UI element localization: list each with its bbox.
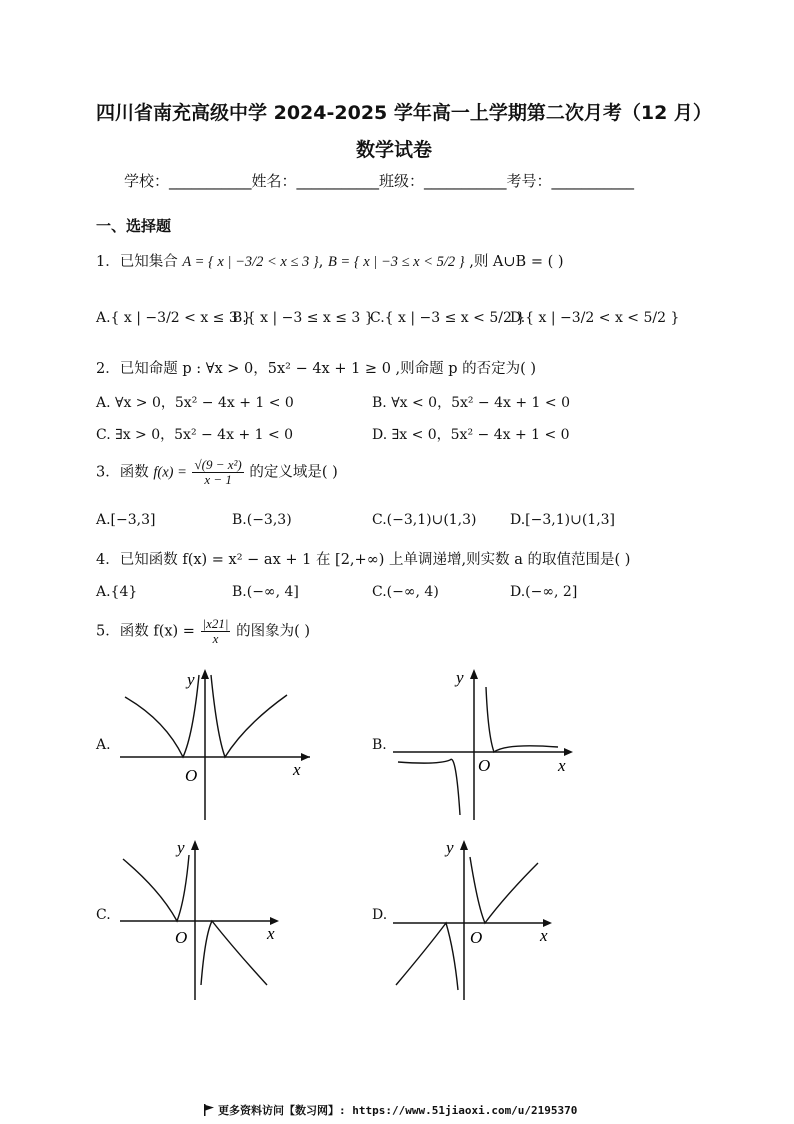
- q1-set-a: A = { x | −3/2 < x ≤ 3 }: [182, 254, 319, 270]
- q3-option-d: D.[−3,1)∪(1,3]: [510, 512, 616, 528]
- q5-graph-d: [388, 835, 563, 1005]
- q4-option-c: C.(−∞, 4): [372, 584, 439, 600]
- q3-numerator: √(9 − x²): [194, 457, 242, 472]
- q3-option-b: B.(−3,3): [232, 512, 292, 528]
- q1-stem-prefix: 1．已知集合: [96, 254, 178, 270]
- q3-stem: [96, 458, 338, 487]
- info-line: 学校：___________姓名：___________班级：___________考号：___________: [124, 172, 635, 190]
- origin-label: O: [185, 766, 198, 785]
- q5-stem-suffix: 的图象为( ): [236, 623, 311, 640]
- q4-option-b: B.(−∞, 4]: [232, 584, 299, 600]
- origin-label: O: [175, 928, 188, 947]
- q5-graph-b-label: B.: [372, 737, 387, 753]
- title-line1: 四川省南充高级中学 2024-2025 学年高一上学期第二次月考（12 月）: [96, 102, 712, 124]
- curve-left: [398, 759, 460, 815]
- y-label: y: [446, 838, 454, 857]
- y-label: y: [177, 838, 185, 857]
- y-label: y: [187, 670, 195, 689]
- q3-option-c: C.(−3,1)∪(1,3): [372, 512, 477, 528]
- y-axis-arrow-icon: [460, 840, 468, 850]
- q1-stem-suffix: ,则 A∪B = ( ): [469, 254, 564, 270]
- y-axis-arrow-icon: [191, 840, 199, 850]
- q4-stem: 4．已知函数 f(x) = x² − ax + 1 在 [2,+∞) 上单调递增,则实数 a 的取值范围是( ): [96, 552, 631, 568]
- y-label: y: [456, 668, 464, 687]
- q2-option-d: D. ∃x < 0，5x² − 4x + 1 < 0: [372, 427, 570, 443]
- q2-option-b: B. ∀x < 0，5x² − 4x + 1 < 0: [372, 395, 570, 411]
- title-line2: 数学试卷: [356, 139, 433, 161]
- q5-stem-prefix: 5．函数 f(x) =: [96, 623, 195, 640]
- q2-option-a: A. ∀x > 0，5x² − 4x + 1 < 0: [96, 395, 294, 411]
- q4-option-a: A.{4}: [96, 584, 138, 600]
- flag-icon: [203, 1104, 215, 1116]
- q4-option-d: D.(−∞, 2]: [510, 584, 578, 600]
- x-axis-arrow-icon: [564, 748, 573, 756]
- q5-graph-a: [115, 665, 315, 825]
- q2-stem: 2．已知命题 p : ∀x > 0，5x² − 4x + 1 ≥ 0 ,则命题 p 的否定为( ): [96, 361, 537, 377]
- y-axis-arrow-icon: [201, 669, 209, 679]
- curve-right: [211, 675, 287, 757]
- q5-stem: [96, 617, 310, 646]
- q3-option-a: A.[−3,3]: [96, 512, 156, 528]
- x-axis-arrow-icon: [301, 753, 310, 761]
- curve-right: [201, 921, 267, 985]
- x-label: x: [267, 924, 275, 943]
- origin-label: O: [478, 756, 491, 775]
- q5-graph-d-label: D.: [372, 907, 388, 923]
- curve-left: [396, 923, 458, 990]
- footer-text[interactable]: 更多资料访问【数习网】: https://www.51jiaoxi.com/u/2195370: [218, 1104, 578, 1117]
- q1-stem: 1．已知集合 A = { x | −3/2 < x ≤ 3 }, B = { x | −3 ≤ x < 5/2 } ,则 A∪B = ( ): [96, 254, 564, 270]
- x-label: x: [540, 926, 548, 945]
- section-label: 一、选择题: [96, 217, 172, 235]
- q5-graph-a-label: A.: [96, 737, 111, 753]
- q5-graph-b: [388, 665, 588, 825]
- curve-right: [486, 687, 558, 752]
- q1-option-d: D.{ x | −3/2 < x < 5/2 }: [510, 310, 680, 326]
- q3-stem-suffix: 的定义域是( ): [249, 464, 338, 481]
- q3-func: f(x) =: [153, 464, 187, 481]
- q5-numerator: |x21|: [202, 616, 229, 631]
- q1-option-c: C.{ x | −3 ≤ x < 5/2 }: [370, 310, 526, 326]
- q5-graph-c-label: C.: [96, 907, 111, 923]
- q5-denominator: x: [212, 631, 219, 646]
- q5-graph-c: [115, 835, 290, 1005]
- q3-denominator: x − 1: [204, 472, 232, 487]
- x-label: x: [293, 760, 301, 779]
- q2-option-c: C. ∃x > 0，5x² − 4x + 1 < 0: [96, 427, 294, 443]
- q1-set-b: B = { x | −3 ≤ x < 5/2 }: [327, 254, 465, 270]
- q1-option-b: B.{ x | −3 ≤ x ≤ 3 }: [232, 310, 374, 326]
- x-label: x: [558, 756, 566, 775]
- footer[interactable]: [203, 1102, 577, 1118]
- y-axis-arrow-icon: [470, 669, 478, 679]
- curve-right: [470, 857, 538, 923]
- q3-stem-prefix: 3．函数: [96, 464, 149, 481]
- q5-fraction: [201, 617, 231, 646]
- curve-left: [123, 855, 189, 921]
- origin-label: O: [470, 928, 483, 947]
- q3-fraction: [192, 458, 243, 487]
- q1-option-a: A.{ x | −3/2 < x ≤ 3 }: [96, 310, 252, 326]
